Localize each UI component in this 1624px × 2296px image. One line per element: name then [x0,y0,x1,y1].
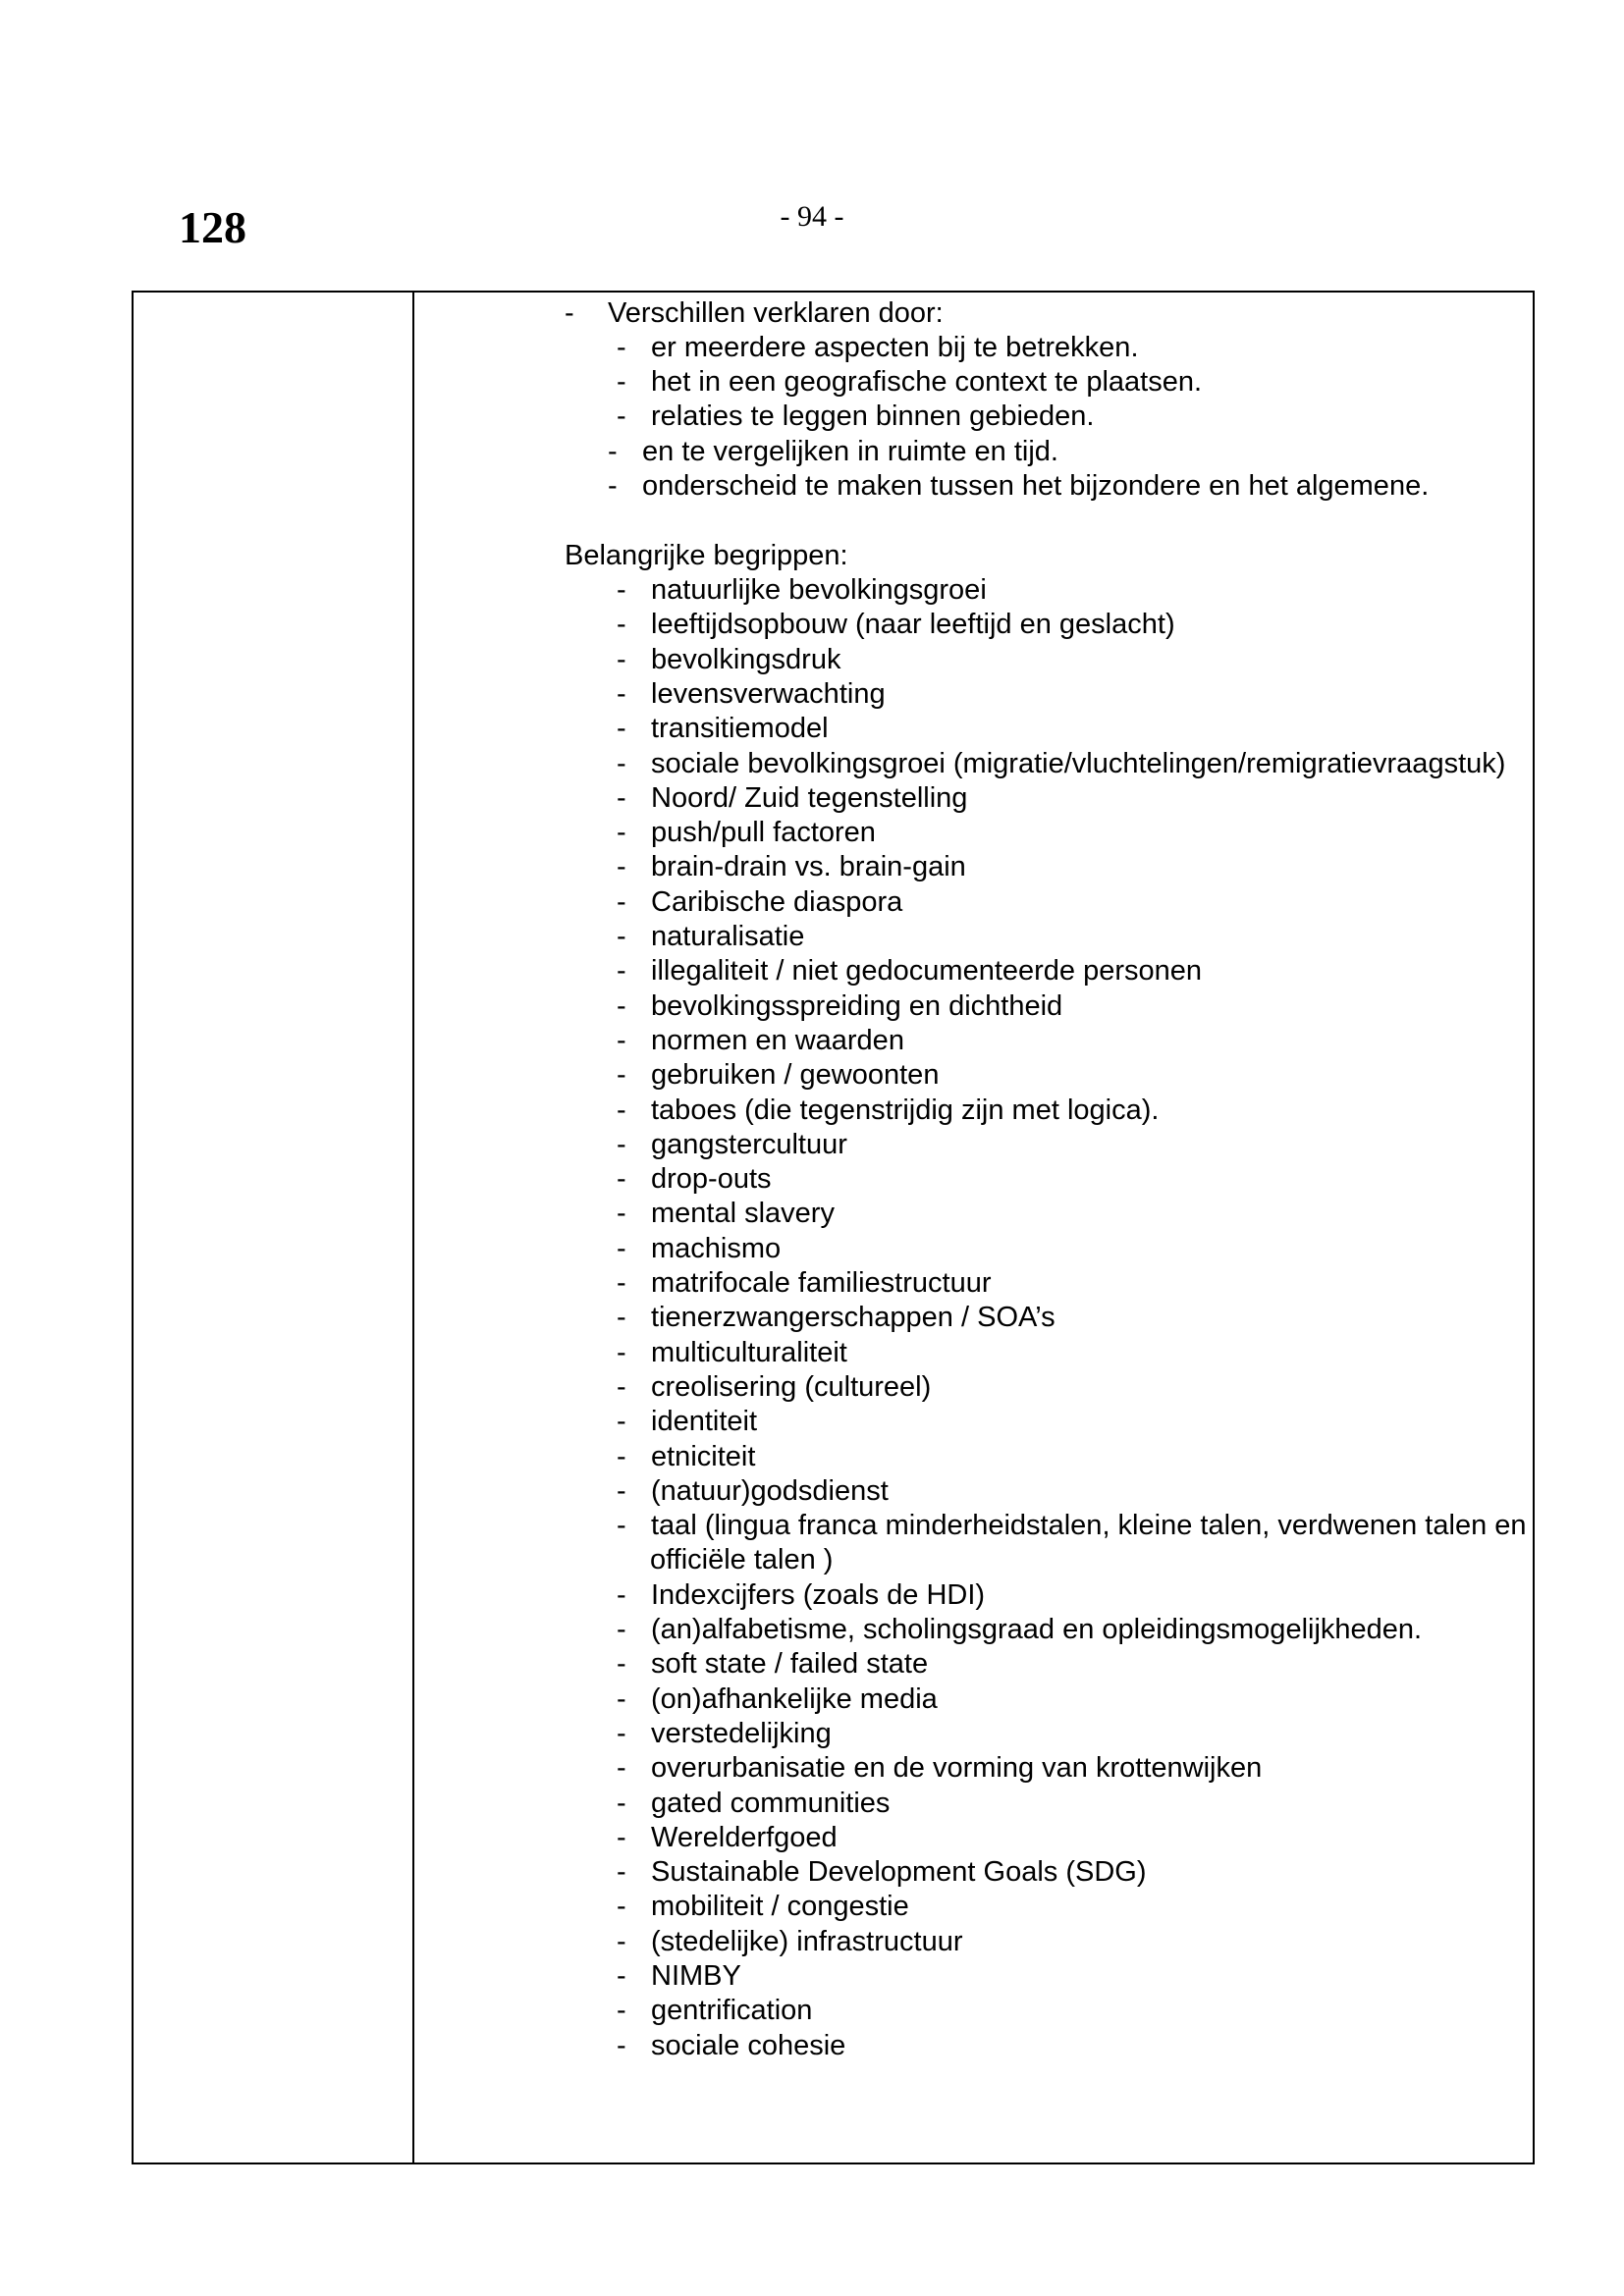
concept-bullet: - [617,713,626,745]
concept-text: soft state / failed state [651,1648,929,1681]
concept-item [414,816,1533,851]
left-column-cell [134,293,414,2163]
intro-subitem-bullet: - [617,366,626,398]
concept-item [414,1370,1533,1406]
page-number: 128 [179,202,246,252]
concept-text: Caribische diaspora [651,885,903,918]
concept-item [414,954,1533,989]
intro-subitem-text: relaties te leggen binnen gebieden. [651,400,1095,432]
concept-item [414,2029,1533,2064]
concept-text: multiculturaliteit [651,1336,847,1368]
concept-text: naturalisatie [651,921,805,952]
intro-subitem-bullet: - [617,400,626,432]
concept-text: natuurlijke bevolkingsgroei [651,574,987,606]
concept-bullet: - [617,851,626,883]
concept-bullet: - [617,1440,626,1472]
concept-item [414,1613,1533,1648]
concept-item [414,885,1533,921]
concept-item [414,573,1533,609]
concept-item [414,677,1533,713]
concept-bullet: - [617,955,626,988]
intro-subitem [414,331,1533,366]
concept-bullet: - [617,574,626,606]
concept-item [414,1474,1533,1510]
intro-subitem-text: het in een geografische context te plaatsen. [651,366,1203,398]
concept-text: leeftijdsopbouw (naar leeftijd en geslacht) [651,609,1175,641]
concept-text: tienerzwangerschappen / SOA’s [651,1302,1056,1334]
concept-text: mental slavery [651,1198,835,1230]
concept-item [414,1336,1533,1371]
concept-item [414,747,1533,782]
concept-text: levensverwachting [651,677,886,710]
concept-item [414,1578,1533,1614]
intro-subitem [414,400,1533,435]
concept-text: overurbanisatie en de vorming van krottenwijken [651,1752,1263,1785]
concept-item [414,608,1533,643]
intro-item [414,296,1533,332]
concept-bullet: - [617,1821,626,1853]
concept-text: (stedelijke) infrastructuur [651,1925,963,1957]
concept-bullet: - [617,1682,626,1715]
concept-item [414,1821,1533,1856]
concept-text: gangstercultuur [651,1128,847,1160]
intro-subitem-bullet: - [608,436,618,467]
concept-item [414,1301,1533,1336]
concept-item [414,1058,1533,1094]
concept-item [414,1509,1533,1544]
concept-item [414,1266,1533,1302]
concept-item [414,1440,1533,1475]
concept-item [414,643,1533,678]
concept-item [414,989,1533,1025]
concept-bullet: - [617,1510,626,1542]
intro-subitem [414,435,1533,470]
concept-text: (an)alfabetisme, scholingsgraad en opleidingsmogelijkheden. [651,1614,1423,1645]
concept-text: brain-drain vs. brain-gain [651,851,966,883]
concept-item [414,920,1533,955]
concept-item [414,1682,1533,1718]
concept-bullet: - [617,1960,626,1992]
concept-bullet: - [617,1787,626,1819]
concept-bullet: - [617,1856,626,1889]
concept-bullet: - [617,1995,626,2027]
concept-item [414,1925,1533,1960]
concepts-heading: Belangrijke begrippen: [565,540,848,571]
concept-bullet: - [617,1232,626,1264]
concept-text: sociale bevolkingsgroei (migratie/vluchtelingen/remigratievraagstuk) [651,747,1506,779]
concept-bullet: - [617,1474,626,1507]
concept-bullet: - [617,1302,626,1334]
concept-text: bevolkingsdruk [651,643,841,675]
concept-item [414,1647,1533,1682]
concept-item [414,1197,1533,1232]
intro-subitem-text: en te vergelijken in ruimte en tijd. [642,436,1058,467]
concept-text: taal (lingua franca minderheidstalen, kleine talen, verdwenen talen en [651,1510,1527,1542]
concept-text: push/pull factoren [651,817,876,849]
concept-bullet: - [617,1891,626,1923]
intro-subitem-text: er meerdere aspecten bij te betrekken. [651,332,1139,363]
concept-text: bevolkingsspreiding en dichtheid [651,989,1063,1022]
concept-bullet: - [617,1614,626,1645]
concept-text: sociale cohesie [651,2029,846,2061]
concept-text: Noord/ Zuid tegenstelling [651,781,968,814]
right-column-cell [414,293,1533,2163]
concept-bullet: - [617,989,626,1022]
concept-item [414,1959,1533,1995]
concept-bullet: - [617,781,626,814]
concept-bullet: - [617,1925,626,1957]
concept-bullet: - [617,1752,626,1785]
concept-text: Indexcijfers (zoals de HDI) [651,1578,986,1611]
concept-bullet: - [617,1336,626,1368]
concept-text: mobiliteit / congestie [651,1891,909,1923]
concept-text: normen en waarden [651,1024,904,1056]
concept-text: identiteit [651,1406,758,1438]
concept-item [414,1717,1533,1752]
running-page-number: - 94 - [780,200,844,233]
concept-bullet: - [617,1059,626,1092]
concept-bullet: - [617,1198,626,1230]
concept-bullet: - [617,921,626,952]
concept-bullet: - [617,747,626,779]
concept-item [414,1162,1533,1198]
concept-item [414,1787,1533,1822]
concept-bullet: - [617,677,626,710]
concept-continuation: officiële talen ) [650,1544,834,1576]
concept-text: gated communities [651,1787,891,1819]
intro-subitem [414,365,1533,400]
concept-text: NIMBY [651,1960,741,1992]
intro-text: Verschillen verklaren door: [608,297,944,329]
concept-bullet: - [617,1128,626,1160]
concept-item [414,781,1533,817]
intro-subitem-bullet: - [617,332,626,363]
concept-text: etniciteit [651,1440,756,1472]
concept-bullet: - [617,1094,626,1126]
concept-bullet: - [617,1406,626,1438]
intro-subitem-bullet: - [608,470,618,502]
concept-text: taboes (die tegenstrijdig zijn met logica). [651,1094,1160,1126]
concept-bullet: - [617,885,626,918]
concept-bullet: - [617,1267,626,1299]
concept-item [414,850,1533,885]
concept-item [414,1232,1533,1267]
concept-text: transitiemodel [651,713,829,745]
intro-bullet: - [565,297,574,329]
concept-bullet: - [617,1370,626,1403]
concept-bullet: - [617,1024,626,1056]
concept-text: (natuur)godsdienst [651,1474,889,1507]
concept-item [414,1128,1533,1163]
concept-bullet: - [617,643,626,675]
concept-text: matrifocale familiestructuur [651,1267,992,1299]
concept-text: gentrification [651,1995,813,2027]
intro-subitem-text: onderscheid te maken tussen het bijzondere en het algemene. [642,470,1430,502]
concept-text: gebruiken / gewoonten [651,1059,940,1092]
concept-text: machismo [651,1232,782,1264]
content-table [132,291,1535,2164]
concept-bullet: - [617,1163,626,1196]
concept-item [414,712,1533,747]
concept-text: creolisering (cultureel) [651,1370,932,1403]
concept-bullet: - [617,2029,626,2061]
concept-text: verstedelijking [651,1717,832,1749]
concept-item [414,1405,1533,1440]
concept-bullet: - [617,1717,626,1749]
concept-text: (on)afhankelijke media [651,1682,938,1715]
concept-item [414,1890,1533,1925]
intro-subitem [414,469,1533,505]
concept-bullet: - [617,1578,626,1611]
concept-item [414,1994,1533,2029]
concept-bullet: - [617,1648,626,1681]
concept-text: Sustainable Development Goals (SDG) [651,1856,1147,1889]
concept-text: drop-outs [651,1163,772,1196]
concept-bullet: - [617,609,626,641]
concept-item [414,1024,1533,1059]
concept-text: illegaliteit / niet gedocumenteerde personen [651,955,1203,988]
concept-text: Werelderfgoed [651,1821,838,1853]
concept-item [414,1751,1533,1787]
concept-item [414,1094,1533,1129]
concept-item [414,1855,1533,1891]
concept-bullet: - [617,817,626,849]
